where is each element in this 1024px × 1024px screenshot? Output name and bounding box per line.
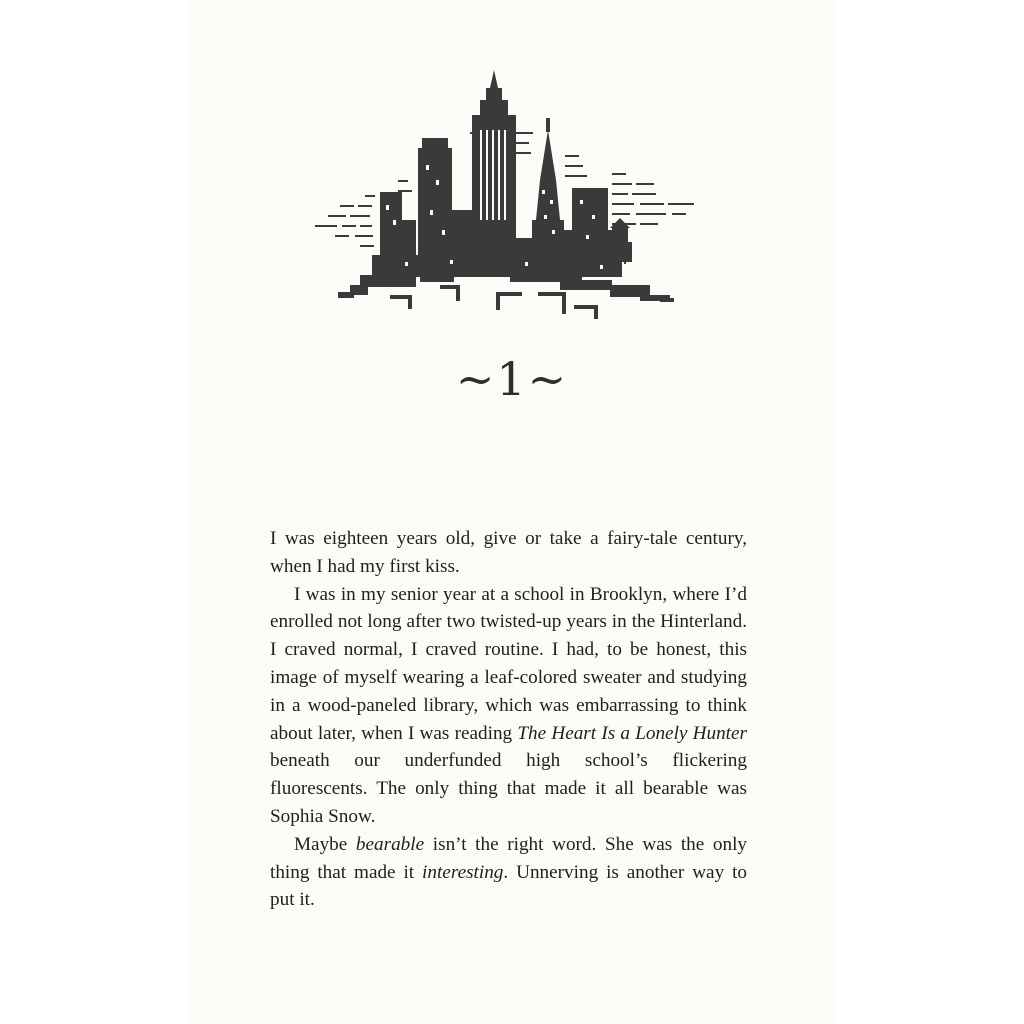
- city-skyline-illustration: [310, 70, 700, 325]
- paragraph-3-part-c: isn’t the right word. She was the only thing that made it: [270, 833, 748, 883]
- paragraph-1: I was eighteen years old, give or take a fairy-tale century, when I had my first kiss.: [270, 528, 747, 577]
- skyline-base: [338, 255, 674, 319]
- paragraph-3-part-e: . Unnerving is another way to put it.: [270, 861, 747, 911]
- paragraph-2-part-c: beneath our underfunded high school’s flickering fluorescents. The only thing that made it all bearable was Sophia Snow.: [270, 750, 747, 827]
- paragraph-2: [270, 581, 747, 831]
- chapter-body-text: [270, 525, 747, 914]
- paragraph-3: [270, 831, 747, 914]
- book-title: The Heart Is a Lonely Hunter: [517, 722, 747, 744]
- emphasis-bearable: bearable: [355, 833, 425, 855]
- paragraph-3-part-a: Maybe: [294, 833, 356, 855]
- emphasis-interesting: interesting: [422, 861, 504, 883]
- chapter-number: ~1~: [455, 352, 569, 406]
- paragraph-2-part-a: I was in my senior year at a school in Brooklyn, where I’d enrolled not long after two twisted-up years in the Hinterland. I craved normal, I craved routine. I had, to be honest, this image of myself wearing a leaf-colored sweater and studying in a wood-paneled library, which was embarrassing to think about later, when I was reading: [270, 583, 747, 744]
